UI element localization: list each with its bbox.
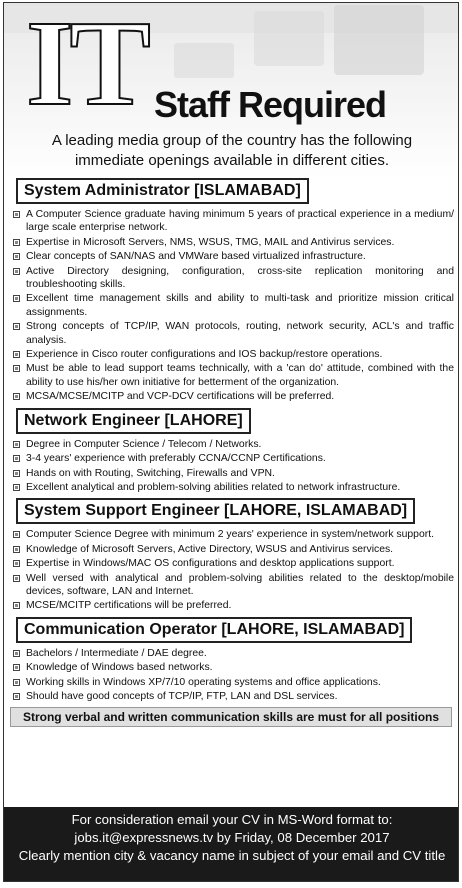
list-item xyxy=(10,250,454,263)
job-section xyxy=(4,178,458,404)
list-item-text: Computer Science Degree with minimum 2 years' experience in system/network support. xyxy=(26,529,434,541)
list-item xyxy=(10,348,454,361)
square-bullet-icon xyxy=(13,679,20,686)
job-section xyxy=(4,617,458,704)
list-item-text: Bachelors / Intermediate / DAE degree. xyxy=(26,647,207,659)
list-item xyxy=(10,390,454,403)
list-item xyxy=(10,661,454,674)
list-item xyxy=(10,676,454,689)
list-item xyxy=(10,528,454,541)
list-item-text: Expertise in Microsoft Servers, NMS, WSUS, TMG, MAIL and Antivirus services. xyxy=(26,236,395,248)
list-item xyxy=(10,236,454,249)
square-bullet-icon xyxy=(13,560,20,567)
section-title: Network Engineer [LAHORE] xyxy=(16,408,251,434)
list-item xyxy=(10,362,454,389)
big-title: IT xyxy=(26,3,147,131)
square-bullet-icon xyxy=(13,650,20,657)
background-monitor-image xyxy=(334,5,424,75)
square-bullet-icon xyxy=(13,253,20,260)
subtitle: Staff Required xyxy=(154,84,387,125)
footer-line: Clearly mention city & vacancy name in subject of your email and CV title xyxy=(18,848,446,863)
square-bullet-icon xyxy=(13,664,20,671)
job-section xyxy=(4,408,458,495)
intro-line: immediate openings available in different cities. xyxy=(74,152,390,169)
list-item xyxy=(10,452,454,465)
list-item xyxy=(10,208,454,235)
square-bullet-icon xyxy=(13,484,20,491)
list-item-text: Active Directory designing, configuration, cross-site replication monitoring and troubleshooting skills. xyxy=(26,265,454,291)
footer-line: For consideration email your CV in MS-Word format to: xyxy=(71,812,393,827)
requirements-list xyxy=(10,528,454,612)
section-title: System Administrator [ISLAMABAD] xyxy=(16,178,309,204)
requirements-list xyxy=(10,438,454,495)
list-item xyxy=(10,543,454,556)
list-item-text: Hands on with Routing, Switching, Firewalls and VPN. xyxy=(26,467,275,479)
section-title: System Support Engineer [LAHORE, ISLAMABAD] xyxy=(16,498,415,524)
list-item-text: Knowledge of Microsoft Servers, Active Directory, WSUS and Antivirus services. xyxy=(26,543,394,555)
list-item-text: MCSE/MCITP certifications will be preferred. xyxy=(26,600,232,612)
background-keyboard-image xyxy=(174,43,234,78)
list-item-text: Experience in Cisco router configurations and IOS backup/restore operations. xyxy=(26,349,383,361)
list-item-text: Expertise in Windows/MAC OS configurations and desktop applications support. xyxy=(26,558,395,570)
requirements-list xyxy=(10,647,454,704)
list-item xyxy=(10,481,454,494)
background-monitor-image xyxy=(254,11,324,66)
list-item-text: Excellent analytical and problem-solving abilities related to network infrastructure. xyxy=(26,481,401,493)
square-bullet-icon xyxy=(13,365,20,372)
footer-email-line: jobs.it@expressnews.tv by Friday, 08 December 2017 xyxy=(74,830,390,845)
list-item xyxy=(10,690,454,703)
list-item-text: 3-4 years' experience with preferably CCNA/CCNP Certifications. xyxy=(26,453,326,465)
square-bullet-icon xyxy=(13,693,20,700)
square-bullet-icon xyxy=(13,575,20,582)
square-bullet-icon xyxy=(13,602,20,609)
list-item xyxy=(10,647,454,660)
list-item-text: Well versed with analytical and problem-solving abilities related to the desktop/mobile devices, software, LAN and Internet. xyxy=(26,572,454,597)
list-item-text: Strong concepts of TCP/IP, WAN protocols, routing, network security, ACL's and traffic analysis. xyxy=(26,321,454,346)
list-item xyxy=(10,292,454,319)
square-bullet-icon xyxy=(13,351,20,358)
job-section xyxy=(4,498,458,612)
square-bullet-icon xyxy=(13,455,20,462)
square-bullet-icon xyxy=(13,441,20,448)
list-item xyxy=(10,320,454,347)
intro-line: A leading media group of the country has the following xyxy=(51,132,413,149)
job-sections xyxy=(4,178,458,703)
footer xyxy=(4,807,459,881)
ad-header xyxy=(4,3,458,178)
square-bullet-icon xyxy=(13,268,20,275)
square-bullet-icon xyxy=(13,211,20,218)
list-item-text: Working skills in Windows XP/7/10 operating systems and office applications. xyxy=(26,676,381,688)
square-bullet-icon xyxy=(13,531,20,538)
list-item xyxy=(10,572,454,599)
square-bullet-icon xyxy=(13,323,20,330)
list-item xyxy=(10,599,454,612)
square-bullet-icon xyxy=(13,239,20,246)
list-item xyxy=(10,438,454,451)
list-item-text: A Computer Science graduate having minimum 5 years of practical experience in a medium/ large scale enterprise network. xyxy=(26,209,454,234)
job-advertisement xyxy=(3,2,459,882)
list-item-text: Excellent time management skills and ability to multi-task and prioritize mission critical assignments. xyxy=(26,293,454,318)
requirements-list xyxy=(10,208,454,404)
square-bullet-icon xyxy=(13,470,20,477)
list-item xyxy=(10,265,454,292)
square-bullet-icon xyxy=(13,295,20,302)
section-title: Communication Operator [LAHORE, ISLAMABAD] xyxy=(16,617,412,643)
list-item-text: Should have good concepts of TCP/IP, FTP, LAN and DSL services. xyxy=(26,690,338,702)
list-item-text: Must be able to lead support teams technically, with a 'can do' attitude, combined with the ability to use his/her own initiative for betterment of the organization. xyxy=(26,363,454,388)
list-item-text: Knowledge of Windows based networks. xyxy=(26,662,213,674)
square-bullet-icon xyxy=(13,393,20,400)
list-item-text: MCSA/MCSE/MCITP and VCP-DCV certifications will be preferred. xyxy=(26,391,335,403)
list-item xyxy=(10,557,454,570)
list-item-text: Clear concepts of SAN/NAS and VMWare based virtualized infrastructure. xyxy=(26,251,366,263)
list-item xyxy=(10,467,454,480)
intro-text xyxy=(4,131,458,171)
square-bullet-icon xyxy=(13,546,20,553)
communication-skills-note: Strong verbal and written communication skills are must for all positions xyxy=(10,707,452,727)
list-item-text: Degree in Computer Science / Telecom / Networks. xyxy=(26,438,262,450)
